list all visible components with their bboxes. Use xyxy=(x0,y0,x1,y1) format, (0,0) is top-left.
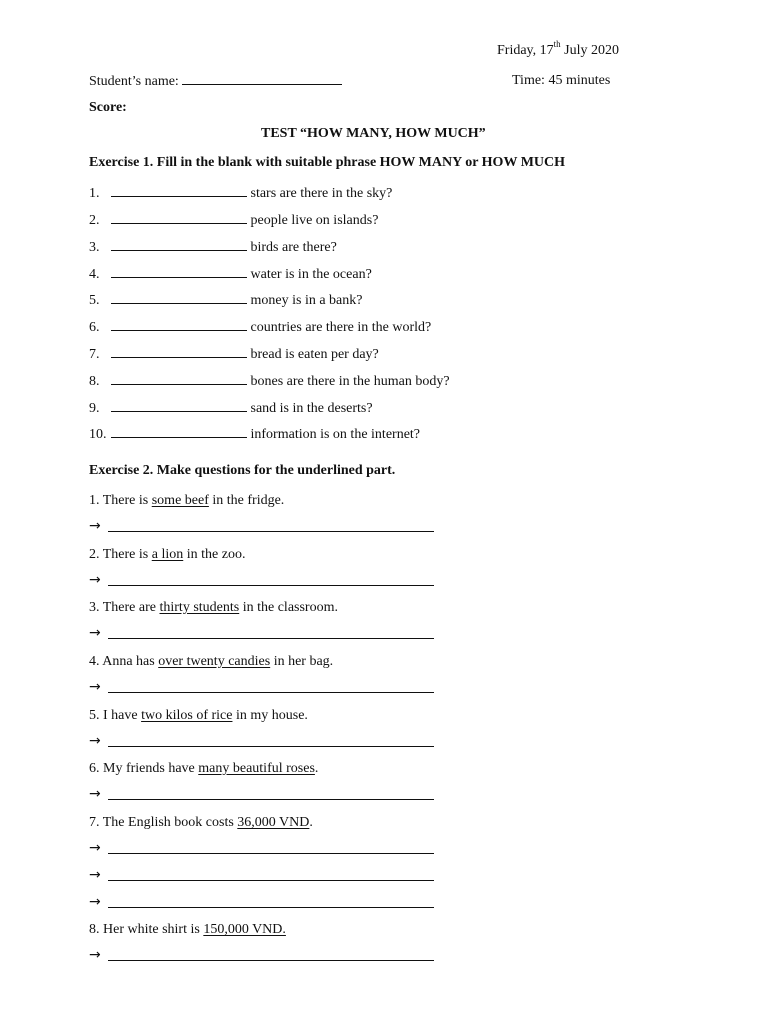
arrow-icon: → xyxy=(89,625,101,641)
answer-line[interactable] xyxy=(108,585,434,586)
arrow-icon: → xyxy=(89,840,101,856)
item-number: 8. xyxy=(89,374,100,389)
answer-blank[interactable] xyxy=(111,291,247,304)
item-text: money is in a bank? xyxy=(247,293,363,308)
exercise1-heading: Exercise 1. Fill in the blank with suitable phrase HOW MANY or HOW MUCH xyxy=(89,155,566,170)
answer-blank[interactable] xyxy=(111,372,247,385)
item-number: 6. xyxy=(89,320,100,335)
exercise2-item xyxy=(89,599,338,617)
item-number: 9. xyxy=(89,401,100,416)
exercise2-item xyxy=(89,653,333,671)
item-number: 3. xyxy=(89,240,100,255)
underlined-part: thirty students xyxy=(159,600,240,615)
page-title: TEST “HOW MANY, HOW MUCH” xyxy=(261,126,486,141)
exercise1-item xyxy=(89,291,362,310)
item-number: 1. xyxy=(89,186,100,201)
answer-line[interactable] xyxy=(108,746,434,747)
item-text: in my house. xyxy=(232,708,308,723)
exercise2-item xyxy=(89,921,286,939)
answer-line[interactable] xyxy=(108,799,434,800)
item-text: 4. Anna has xyxy=(89,654,159,669)
exercise1-item xyxy=(89,425,420,444)
item-text: 2. There is xyxy=(89,547,152,562)
arrow-icon: → xyxy=(89,679,101,695)
answer-line[interactable] xyxy=(108,853,434,854)
answer-blank[interactable] xyxy=(111,211,247,224)
exercise1-item xyxy=(89,372,450,391)
answer-line[interactable] xyxy=(108,638,434,639)
item-number: 2. xyxy=(89,213,100,228)
answer-blank[interactable] xyxy=(111,399,247,412)
item-text: stars are there in the sky? xyxy=(247,186,393,201)
arrow-icon: → xyxy=(89,572,101,588)
arrow-icon: → xyxy=(89,518,101,534)
arrow-icon: → xyxy=(89,894,101,910)
item-text: 8. Her white shirt is xyxy=(89,922,204,937)
arrow-icon: → xyxy=(89,947,101,963)
score-label: Score: xyxy=(89,100,127,115)
arrow-icon: → xyxy=(89,786,101,802)
answer-line[interactable] xyxy=(108,880,434,881)
item-text: 3. There are xyxy=(89,600,160,615)
item-text: in the zoo. xyxy=(183,547,246,562)
exercise2-item xyxy=(89,546,245,564)
student-name-blank[interactable] xyxy=(182,72,342,85)
exercise2-heading: Exercise 2. Make questions for the underlined part. xyxy=(89,463,396,478)
item-text: people live on islands? xyxy=(247,213,379,228)
underlined-part: many beautiful roses xyxy=(198,761,315,776)
answer-blank[interactable] xyxy=(111,238,247,251)
answer-line[interactable] xyxy=(108,692,434,693)
student-name-line: Student’s name: xyxy=(89,72,342,91)
exercise1-item xyxy=(89,265,372,284)
arrow-icon: → xyxy=(89,733,101,749)
item-text: information is on the internet? xyxy=(247,427,421,442)
underlined-part: two kilos of rice xyxy=(141,708,233,723)
exercise1-item xyxy=(89,399,373,418)
item-text: bones are there in the human body? xyxy=(247,374,450,389)
item-text: 6. My friends have xyxy=(89,761,199,776)
exercise2-item xyxy=(89,814,313,832)
item-number: 7. xyxy=(89,347,100,362)
item-number: 10. xyxy=(89,427,107,442)
answer-blank[interactable] xyxy=(111,318,247,331)
item-number: 5. xyxy=(89,293,100,308)
exercise2-item xyxy=(89,492,284,510)
time-label: Time: 45 minutes xyxy=(512,73,611,88)
item-text: sand is in the deserts? xyxy=(247,401,373,416)
underlined-part: 36,000 VND xyxy=(237,815,310,830)
exercise1-item xyxy=(89,318,431,337)
exercise2-item xyxy=(89,707,308,725)
item-text: in her bag. xyxy=(270,654,334,669)
item-text: water is in the ocean? xyxy=(247,267,372,282)
underlined-part: a lion xyxy=(151,547,184,562)
exercise1-item xyxy=(89,184,392,203)
answer-line[interactable] xyxy=(108,907,434,908)
item-text: 5. I have xyxy=(89,708,142,723)
item-number: 4. xyxy=(89,267,100,282)
item-text: . xyxy=(314,761,319,776)
answer-line[interactable] xyxy=(108,960,434,961)
item-text: in the fridge. xyxy=(208,493,285,508)
item-text: in the classroom. xyxy=(239,600,338,615)
underlined-part: 150,000 VND. xyxy=(203,922,286,937)
answer-line[interactable] xyxy=(108,531,434,532)
answer-blank[interactable] xyxy=(111,345,247,358)
arrow-icon: → xyxy=(89,867,101,883)
item-text: 7. The English book costs xyxy=(89,815,238,830)
date-line: Friday, 17th July 2020 xyxy=(497,39,620,58)
answer-blank[interactable] xyxy=(111,184,247,197)
answer-blank[interactable] xyxy=(111,265,247,278)
underlined-part: some beef xyxy=(151,493,209,508)
answer-blank[interactable] xyxy=(111,425,247,438)
exercise2-item xyxy=(89,760,318,778)
item-text: 1. There is xyxy=(89,493,152,508)
item-text: . xyxy=(309,815,313,830)
item-text: birds are there? xyxy=(247,240,337,255)
underlined-part: over twenty candies xyxy=(158,654,271,669)
exercise1-item xyxy=(89,345,379,364)
exercise1-item xyxy=(89,211,378,230)
exercise1-item xyxy=(89,238,337,257)
item-text: countries are there in the world? xyxy=(247,320,432,335)
item-text: bread is eaten per day? xyxy=(247,347,379,362)
